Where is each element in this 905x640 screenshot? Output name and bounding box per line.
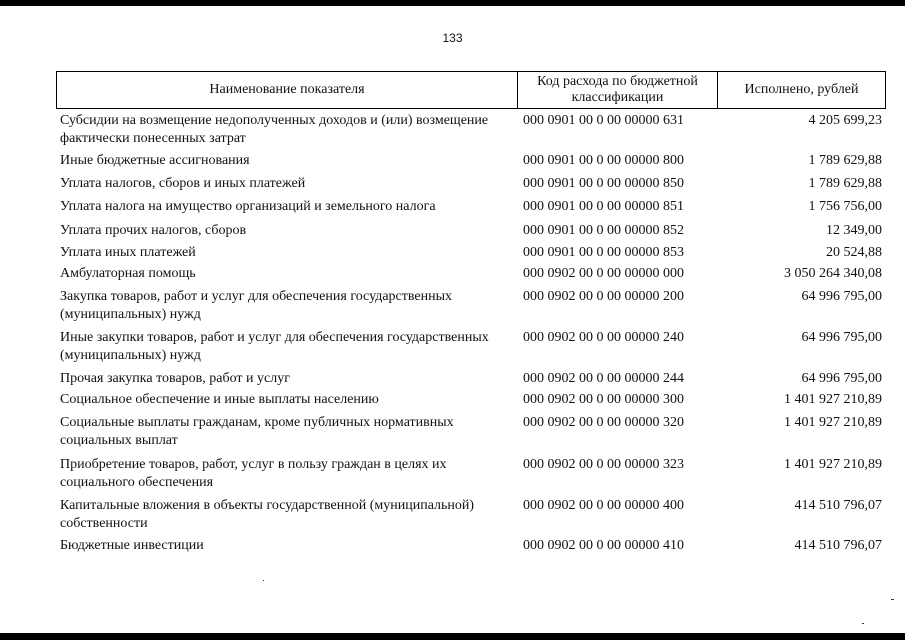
row-name: Бюджетные инвестиции <box>60 538 204 553</box>
row-code: 000 0902 00 0 00 00000 240 <box>523 330 684 345</box>
header-code: Код расхода по бюджетной классификации <box>518 72 718 108</box>
row-code: 000 0902 00 0 00 00000 323 <box>523 457 684 472</box>
row-amount: 64 996 795,00 <box>801 371 882 386</box>
table-header <box>56 71 886 109</box>
row-amount: 64 996 795,00 <box>801 289 882 304</box>
header-name: Наименование показателя <box>57 72 518 108</box>
row-name: Уплата прочих налогов, сборов <box>60 223 247 238</box>
row-name: Уплата налога на имущество организаций и земельного налога <box>60 199 436 214</box>
row-code: 000 0902 00 0 00 00000 000 <box>523 266 684 281</box>
scan-speck <box>891 599 894 600</box>
row-amount: 1 789 629,88 <box>808 176 882 191</box>
row-name: Субсидии на возмещение недополученных доходов и (или) возмещение фактически понесенных затрат <box>60 113 489 146</box>
row-code: 000 0901 00 0 00 00000 631 <box>523 113 684 128</box>
row-code: 000 0901 00 0 00 00000 851 <box>523 199 684 214</box>
row-code: 000 0902 00 0 00 00000 410 <box>523 538 684 553</box>
row-amount: 64 996 795,00 <box>801 330 882 345</box>
row-code: 000 0901 00 0 00 00000 853 <box>523 245 684 260</box>
scan-speck <box>862 623 864 624</box>
row-code: 000 0901 00 0 00 00000 850 <box>523 176 684 191</box>
row-amount: 1 401 927 210,89 <box>784 415 882 430</box>
row-name: Закупка товаров, работ и услуг для обеспечения государственных (муниципальных) нужд <box>60 289 453 322</box>
header-amount: Исполнено, рублей <box>744 82 859 97</box>
scan-bottom-border <box>0 633 905 640</box>
row-amount: 12 349,00 <box>826 223 882 238</box>
row-amount: 1 756 756,00 <box>808 199 882 214</box>
page-number: 133 <box>442 31 463 45</box>
row-name: Иные бюджетные ассигнования <box>60 153 250 168</box>
row-name: Иные закупки товаров, работ и услуг для обеспечения государственных (муниципальных) нужд <box>60 330 489 363</box>
row-name: Уплата иных платежей <box>60 245 196 260</box>
row-amount: 414 510 796,07 <box>794 498 882 513</box>
row-amount: 1 789 629,88 <box>808 153 882 168</box>
row-amount: 414 510 796,07 <box>794 538 882 553</box>
scan-top-border <box>0 0 905 6</box>
row-code: 000 0901 00 0 00 00000 800 <box>523 153 684 168</box>
row-name: Прочая закупка товаров, работ и услуг <box>60 371 290 386</box>
row-amount: 1 401 927 210,89 <box>784 392 882 407</box>
row-name: Уплата налогов, сборов и иных платежей <box>60 176 306 191</box>
row-code: 000 0901 00 0 00 00000 852 <box>523 223 684 238</box>
row-amount: 1 401 927 210,89 <box>784 457 882 472</box>
row-amount: 20 524,88 <box>826 245 882 260</box>
row-amount: 4 205 699,23 <box>808 113 882 128</box>
row-code: 000 0902 00 0 00 00000 400 <box>523 498 684 513</box>
scan-speck <box>263 580 264 581</box>
row-code: 000 0902 00 0 00 00000 300 <box>523 392 684 407</box>
row-name: Амбулаторная помощь <box>60 266 196 281</box>
row-name: Социальные выплаты гражданам, кроме публичных нормативных социальных выплат <box>60 415 454 448</box>
row-amount: 3 050 264 340,08 <box>784 266 882 281</box>
row-name: Социальное обеспечение и иные выплаты населению <box>60 392 379 407</box>
row-name: Капитальные вложения в объекты государственной (муниципальной) собственности <box>60 498 475 531</box>
row-name: Приобретение товаров, работ, услуг в пользу граждан в целях их социального обеспечения <box>60 457 447 490</box>
row-code: 000 0902 00 0 00 00000 320 <box>523 415 684 430</box>
row-code: 000 0902 00 0 00 00000 200 <box>523 289 684 304</box>
row-code: 000 0902 00 0 00 00000 244 <box>523 371 684 386</box>
